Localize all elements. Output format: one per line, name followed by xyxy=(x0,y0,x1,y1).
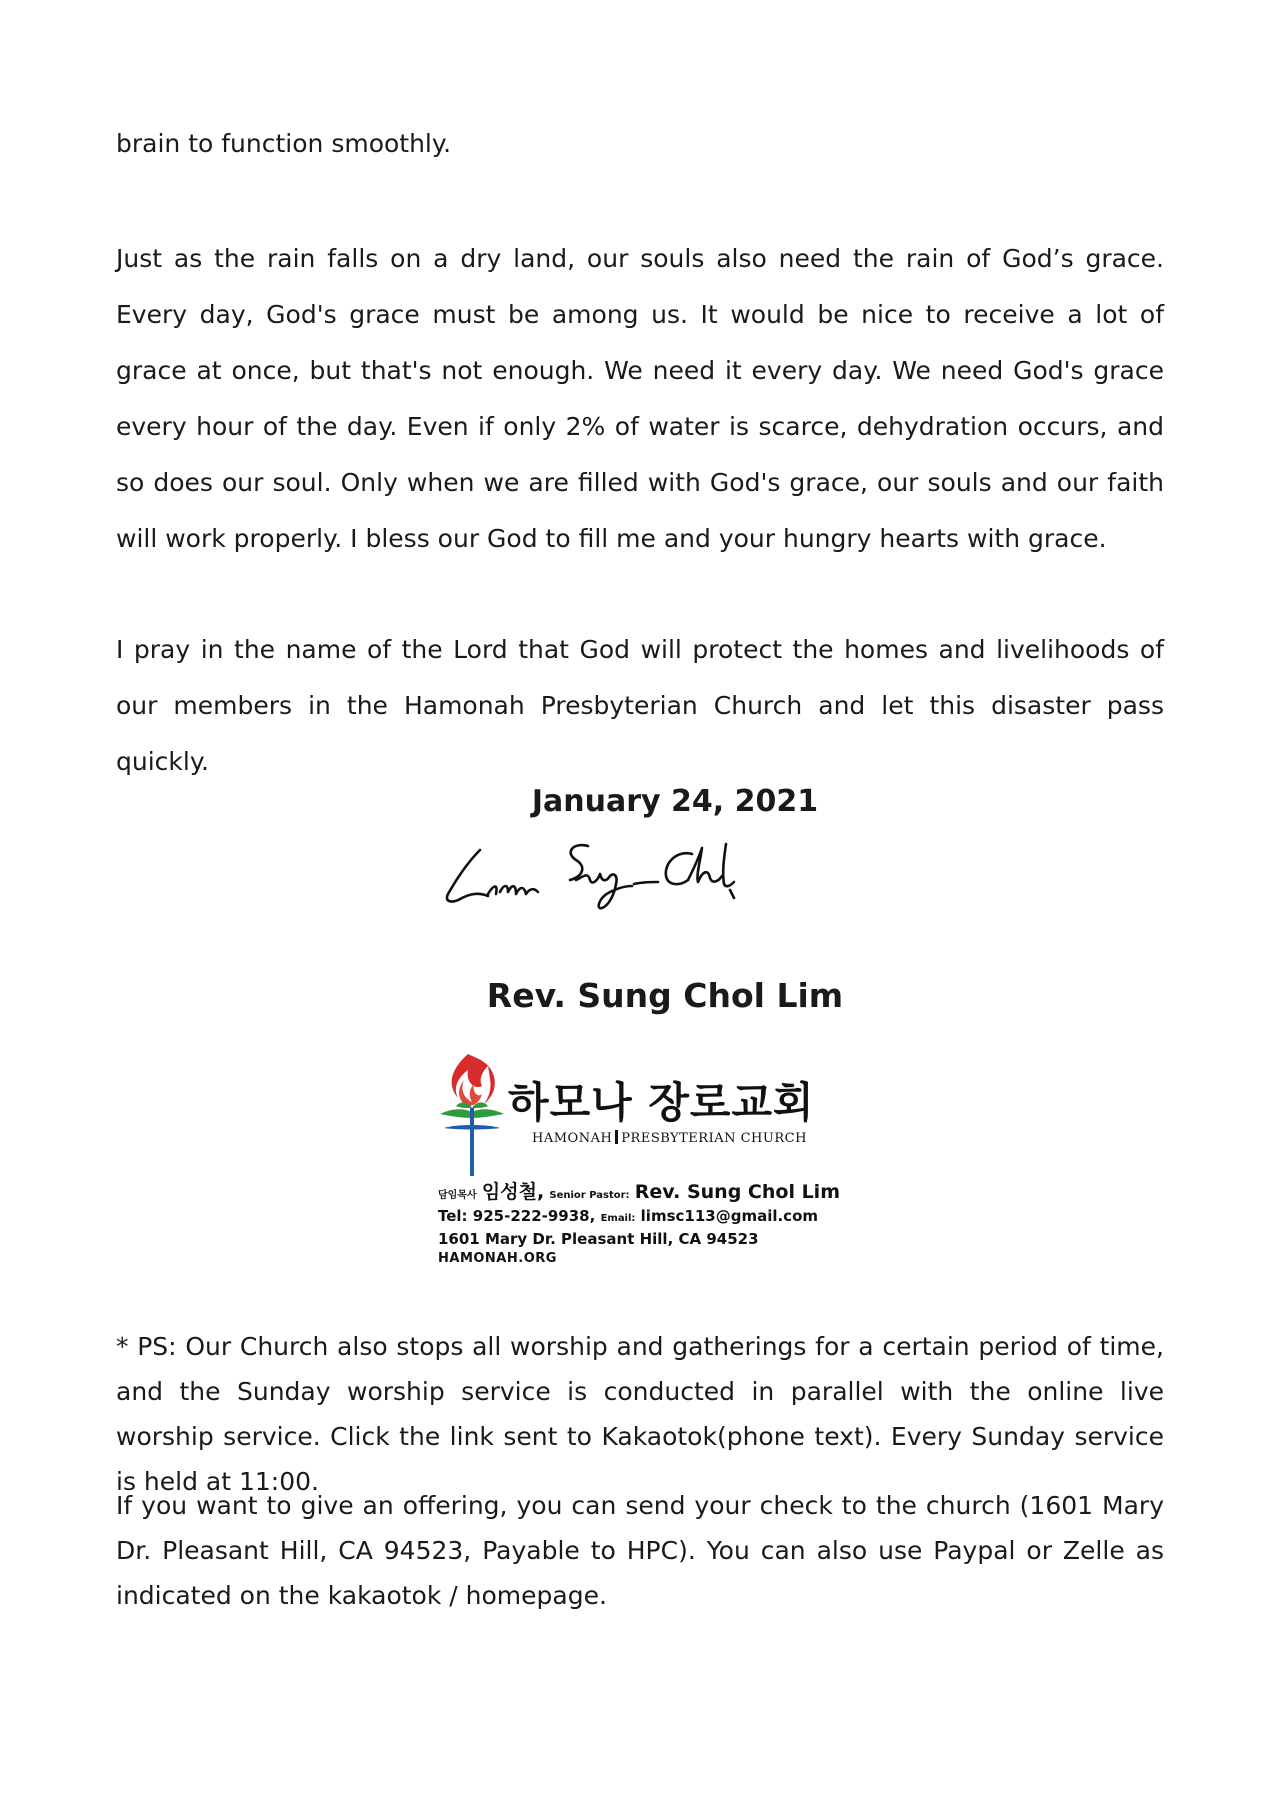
church-flame-cross-icon xyxy=(438,1050,506,1178)
address-line: 1601 Mary Dr. Pleasant Hill, CA 94523 xyxy=(438,1230,759,1248)
email-label: Email: xyxy=(600,1213,636,1224)
letter-date: January 24, 2021 xyxy=(531,784,819,819)
ps-paragraph-2: If you want to give an offering, you can send your check to the church (1601 Mary Dr. Pleasant Hill, CA 94523, Payable to HPC). You can also use Paypal or Zelle as indicated on the kakaotok / homepage. xyxy=(116,1491,1164,1610)
church-contact-info xyxy=(438,1182,858,1269)
pastor-line: 담임목사 임성철, Senior Pastor: Rev. Sung Chol Lim xyxy=(438,1181,840,1203)
email-address: limsc113@gmail.com xyxy=(640,1207,818,1225)
body-paragraph-3: I pray in the name of the Lord that God will protect the homes and livelihoods of our members in the Hamonah Presbyterian Church and let this disaster pass quickly. xyxy=(116,635,1164,776)
church-logo-block xyxy=(438,1050,858,1280)
pastor-name-korean: 임성철 xyxy=(481,1181,537,1203)
logo-separator xyxy=(615,1130,618,1144)
signature-image xyxy=(438,832,798,914)
body-paragraph-2: Just as the rain falls on a dry land, our souls also need the rain of God’s grace. Every day, God's grace must be among us. It would be nice to receive a lot of grace at once, but that's not enough. We need it every day. We need God's grace every hour of the day. Even if only 2% of water is scarce, dehydration occurs, and so does our soul. Only when we are filled with God's grace, our souls and our faith will work properly. I bless our God to fill me and your hungry hearts with grace. xyxy=(116,244,1164,553)
pastor-label-korean: 담임목사 xyxy=(438,1190,477,1201)
church-name-english xyxy=(532,1130,807,1146)
phone-email-line xyxy=(438,1206,858,1229)
pastor-name-english: Rev. Sung Chol Lim xyxy=(634,1181,840,1203)
church-name-english-right: PRESBYTERIAN CHURCH xyxy=(621,1131,807,1146)
ps-paragraph-1: * PS: Our Church also stops all worship and gatherings for a certain period of time, and the Sunday worship service is conducted in parallel with the online live worship service. Click the link sent to Kakaotok(phone text). Every Sunday service is held at 11:00. xyxy=(116,1332,1164,1496)
website-line: HAMONAH.ORG xyxy=(438,1251,557,1266)
signer-name: Rev. Sung Chol Lim xyxy=(486,976,844,1015)
church-name-korean: 하모나 장로교회 xyxy=(508,1078,815,1127)
tel-number: 925-222-9938, xyxy=(472,1207,596,1225)
church-name-english-left: HAMONAH xyxy=(532,1131,613,1146)
tel-label: Tel: xyxy=(438,1207,468,1225)
pastor-label-english: Senior Pastor: xyxy=(549,1190,630,1201)
body-paragraph-1: brain to function smoothly. xyxy=(116,129,452,158)
